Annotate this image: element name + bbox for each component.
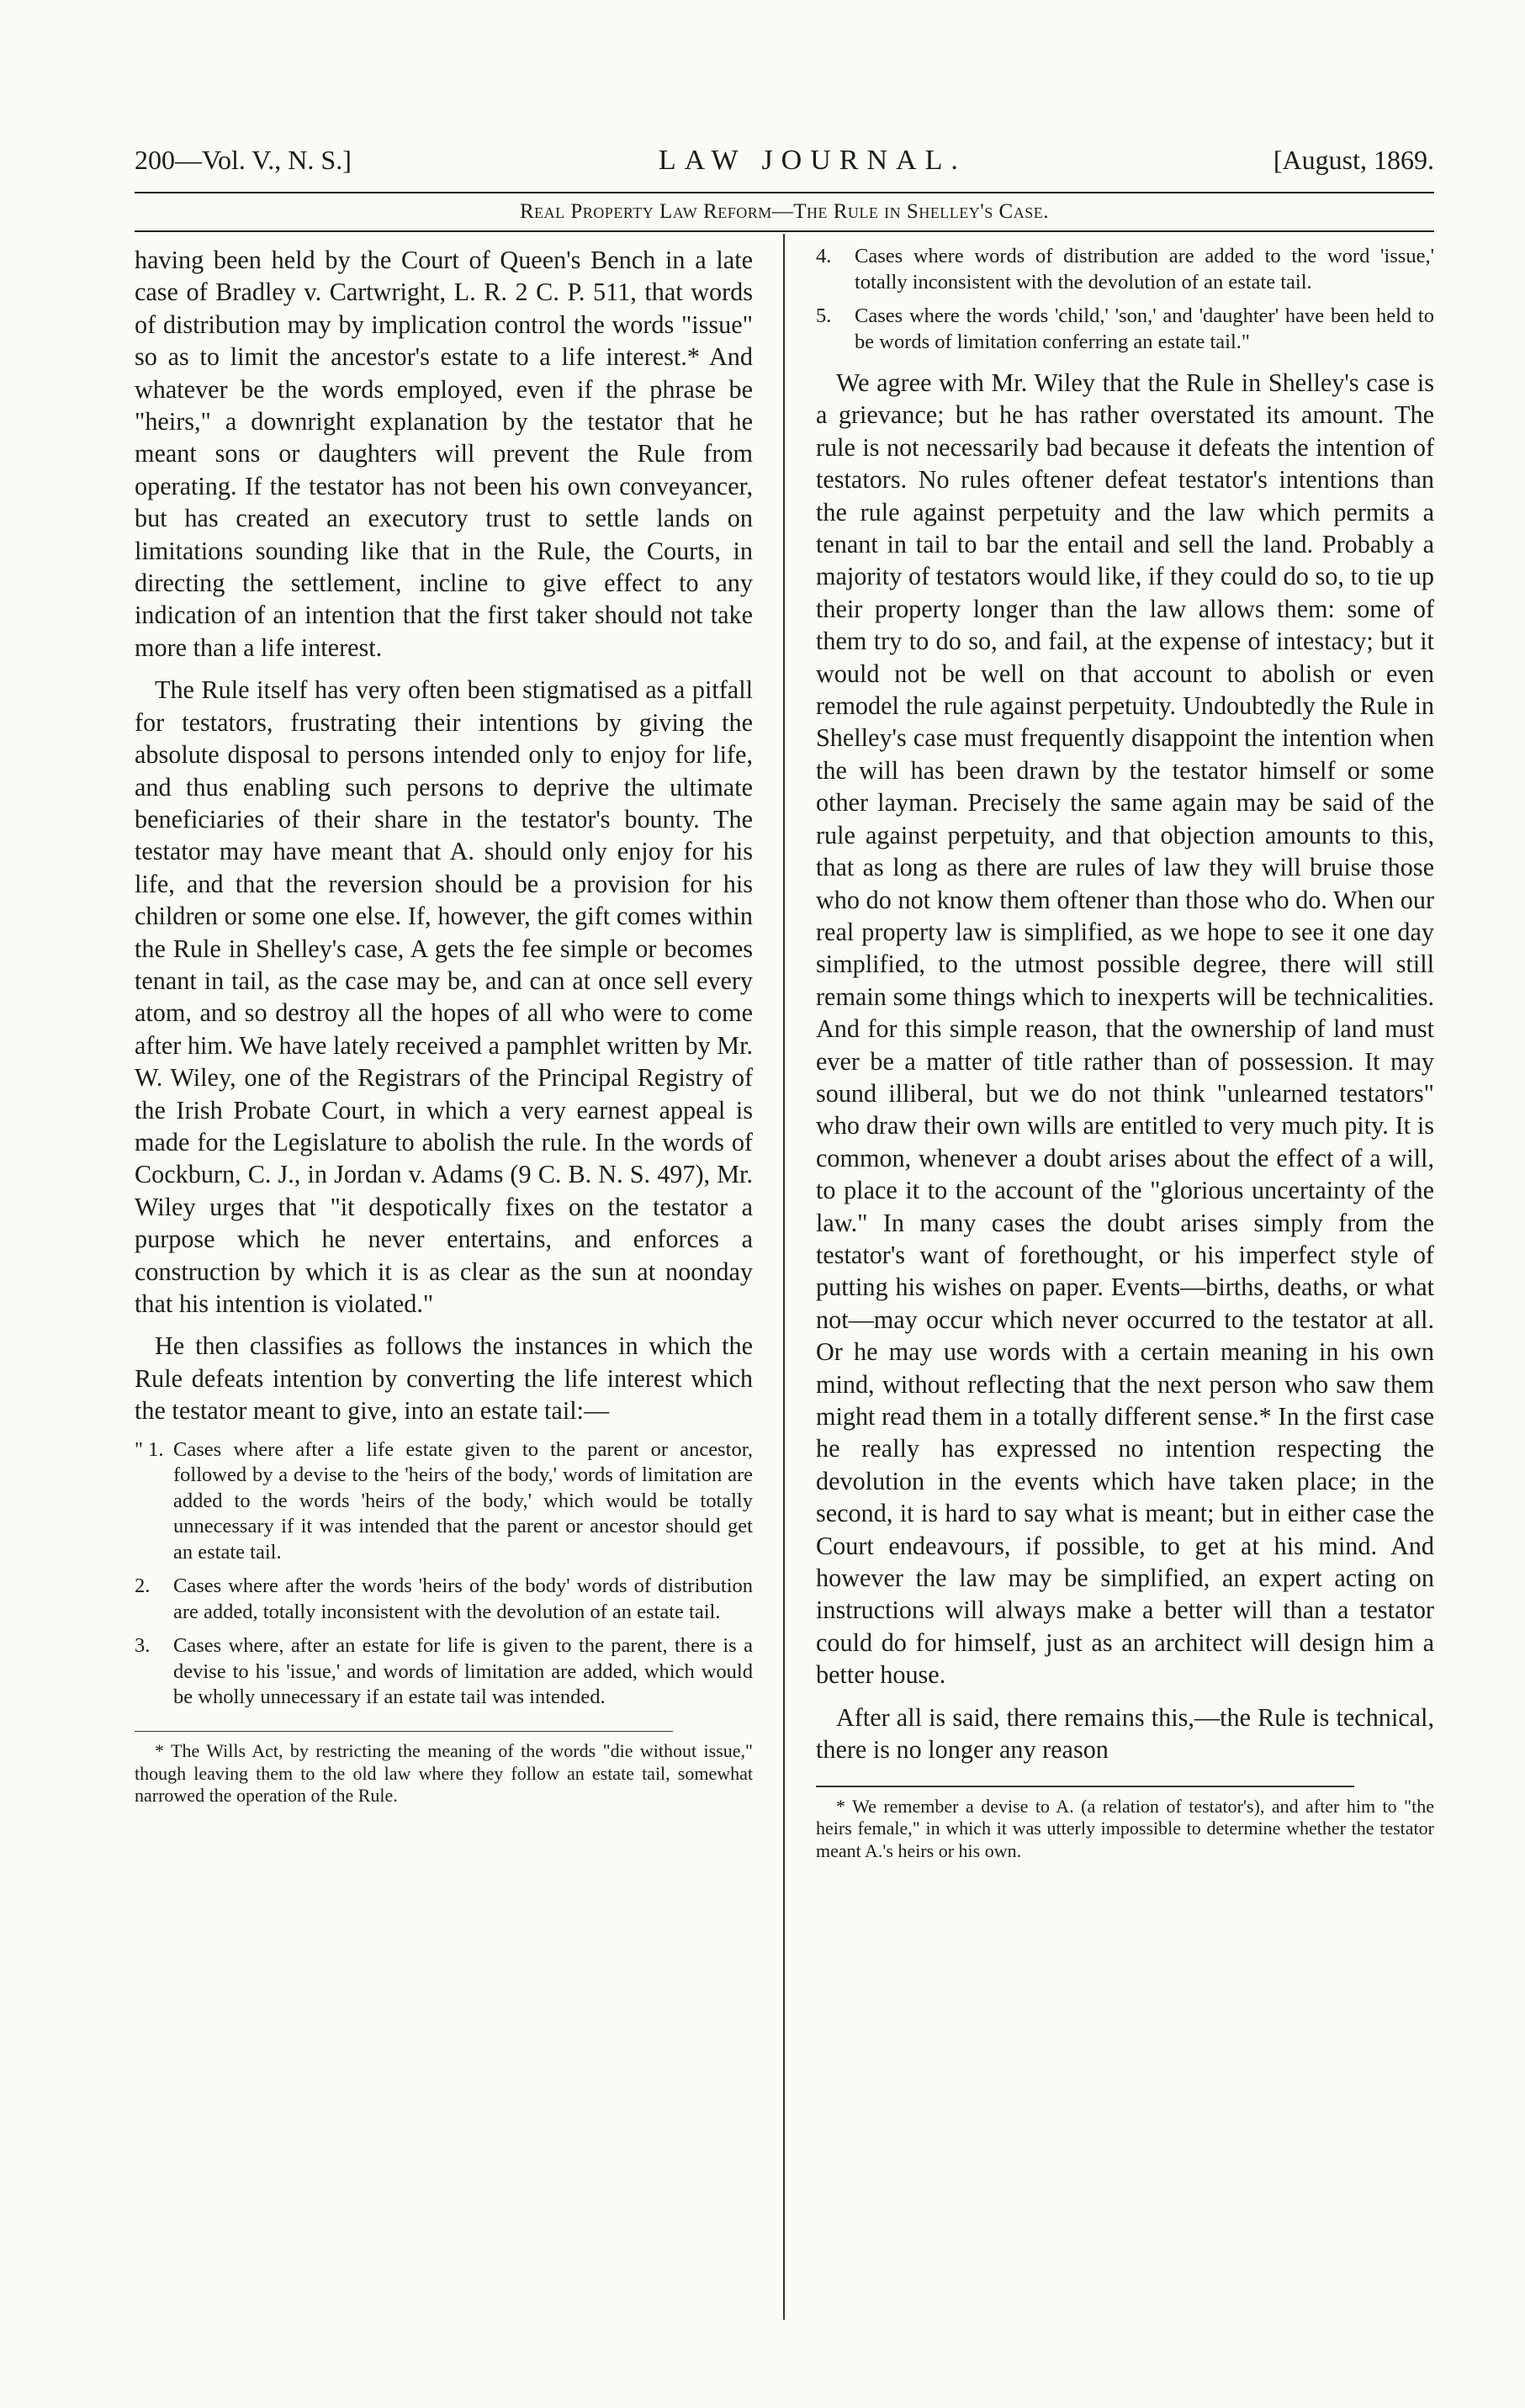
journal-page	[135, 135, 1434, 2321]
list-text: Cases where the words 'child,' 'son,' and 'daughter' have been held to be words of limitation conferring an estate tail."	[855, 304, 1434, 353]
list-item	[135, 1574, 753, 1625]
footnote: * We remember a devise to A. (a relation of testator's), and after him to "the heirs female," in which it was utterly impossible to determine whether the testator meant A.'s heirs or his own.	[816, 1795, 1434, 1861]
right-column	[816, 244, 1434, 2305]
footnote: * The Wills Act, by restricting the meaning of the words "die without issue," though leaving them to the old law where they follow an estate tail, somewhat narrowed the operation of the Rule.	[135, 1740, 753, 1807]
folio: 200—Vol. V., N. S.]	[135, 145, 352, 175]
list-text: Cases where after the words 'heirs of the body' words of distribution are added, totally inconsistent with the devolution of an estate tail.	[173, 1574, 753, 1623]
list-number: 3.	[135, 1634, 151, 1658]
paragraph: He then classifies as follows the instances in which the Rule defeats intention by converting the life interest which the testator meant to give, into an estate tail:—	[135, 1331, 753, 1426]
list-text: Cases where after a life estate given to the parent or ancestor, followed by a devise to the 'heirs of the body,' words of limitation are added to the words 'heirs of the body,' which would be totally unnecessary if it was intended that the parent or ancestor should get an estate tail.	[173, 1437, 753, 1564]
instances-list-continued	[816, 244, 1434, 355]
list-item	[816, 244, 1434, 295]
column-divider	[783, 234, 785, 2320]
footnote-divider	[816, 1786, 1354, 1787]
list-text: Cases where, after an estate for life is given to the parent, there is a devise to his 'issue,' and words of limitation are added, which would be wholly unnecessary if an estate tail was intended.	[173, 1634, 753, 1709]
paragraph: After all is said, there remains this,—the Rule is technical, there is no longer any reason	[816, 1702, 1434, 1765]
article-title: Real Property Law Reform—The Rule in Shelley's Case.	[135, 192, 1434, 232]
list-text: Cases where words of distribution are added to the word 'issue,' totally inconsistent with the devolution of an estate tail.	[855, 245, 1434, 294]
list-item	[816, 304, 1434, 355]
list-item	[135, 1437, 753, 1566]
paragraph: The Rule itself has very often been stigmatised as a pitfall for testators, frustrating their intentions by giving the absolute disposal to persons intended only to enjoy for life, and thus enabling such persons to deprive the ultimate beneficiaries of their share in the testator's bounty. The testator may have meant that A. should only enjoy for his life, and that the reversion should be a provision for his children or some one else. If, however, the gift comes within the Rule in Shelley's case, A gets the fee simple or becomes tenant in tail, as the case may be, and can at once sell every atom, and so destroy all the hopes of all who were to come after him. We have lately received a pamphlet written by Mr. W. Wiley, one of the Registrars of the Principal Registry of the Irish Probate Court, in which a very earnest appeal is made for the Legislature to abolish the rule. In the words of Cockburn, C. J., in Jordan v. Adams (9 C. B. N. S. 497), Mr. Wiley urges that "it despotically fixes on the testator a purpose which he never entertains, and enforces a construction by which it is as clear as the sun at noonday that his intention is violated."	[135, 675, 753, 1318]
list-item	[135, 1633, 753, 1711]
issue-date: [August, 1869.	[1273, 145, 1434, 175]
list-number: 2.	[135, 1574, 151, 1598]
list-number: 4.	[816, 245, 832, 267]
left-column	[135, 244, 753, 2305]
footnote-divider	[135, 1731, 673, 1733]
list-number: 5.	[816, 304, 832, 327]
running-header	[135, 135, 1434, 185]
paragraph: We agree with Mr. Wiley that the Rule in Shelley's case is a grievance; but he has rather overstated its amount. The rule is not necessarily bad because it defeats the intention of testators. No rules oftener defeat testator's intentions than the rule against perpetuity and the law which permits a tenant in tail to bar the entail and sell the land. Probably a majority of testators would like, if they could do so, to tie up their property longer than the law allows them: some of them try to do so, and fail, at the expense of intestacy; but it would not be well on that account to abolish or even remodel the rule against perpetuity. Undoubtedly the Rule in Shelley's case must frequently disappoint the intention when the will has been drawn by the testator himself or some other layman. Precisely the same again may be said of the rule against perpetuity, and that objection amounts to this, that as long as there are rules of law they will bruise those who do not know them oftener than those who do. When our real property law is simplified, as we hope to see it one day simplified, to the utmost possible degree, there will still remain some things which to inexperts will be technicalities. And for this simple reason, that the ownership of land must ever be a matter of title rather than of possession. It may sound illiberal, but we do not think "unlearned testators" who draw their own wills are entitled to very much pity. It is common, whenever a doubt arises about the effect of a will, to place it to the account of the "glorious uncertainty of the law." In many cases the doubt arises simply from the testator's want of forethought, or his imperfect style of putting his wishes on paper. Events—births, deaths, or what not—may occur which never occurred to the testator at all. Or he may use words with a certain meaning in his own mind, without reflecting that the next person who saw them might read them in a totally different sense.* In the first case he really has expressed no intention respecting the devolution in the events which have taken place; in the second, it is hard to say what is meant; but in either case the Court endeavours, if possible, to get at his mind. And however the law may be simplified, an expert acting on instructions will always make a better will than a testator could do for himself, just as an architect will design him a better house.	[816, 368, 1434, 1690]
instances-list	[135, 1437, 753, 1711]
paragraph: having been held by the Court of Queen's Bench in a late case of Bradley v. Cartwright, L. R. 2 C. P. 511, that words of distribution may by implication control the words "issue" so as to limit the ancestor's estate to a life interest.* And whatever be the words employed, even if the phrase be "heirs," a downright explanation by the testator that he meant sons or daughters will prevent the Rule from operating. If the testator has not been his own conveyancer, but has created an executory trust to settle lands on limitations sounding like that in the Rule, the Courts, in directing the settlement, incline to give effect to any indication of an intention that the first taker should not take more than a life interest.	[135, 246, 753, 662]
journal-title: LAW JOURNAL.	[658, 145, 966, 176]
list-number: " 1.	[135, 1437, 164, 1461]
